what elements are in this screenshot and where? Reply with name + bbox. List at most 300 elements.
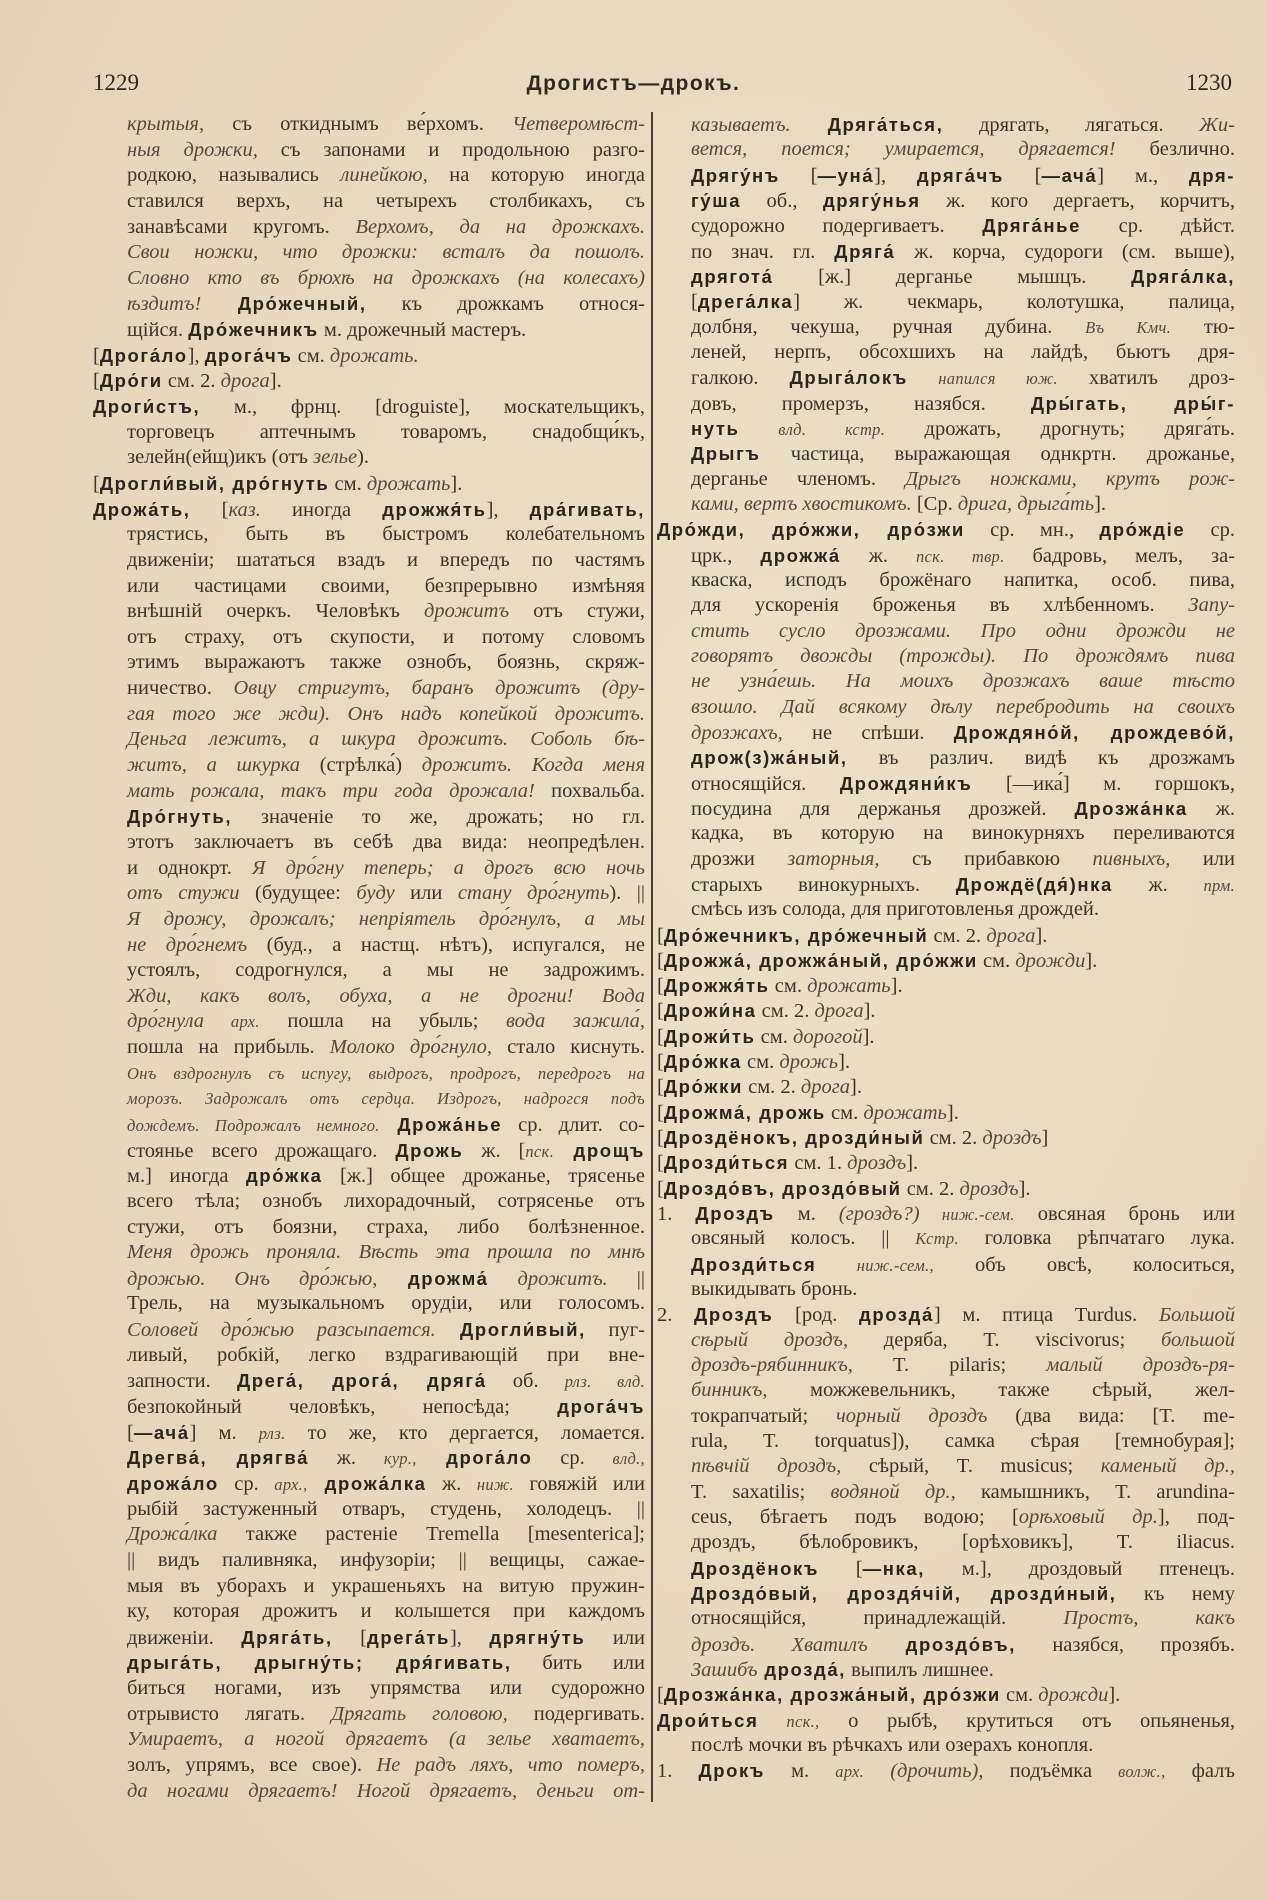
example-text: Овцу стригутъ, баранъ дрожитъ (дру- (233, 677, 645, 700)
definition-text: ]. (1085, 949, 1098, 972)
example-text: линейкою, (340, 164, 428, 187)
definition-text: см. (741, 1051, 780, 1074)
example-text: прм. (1203, 875, 1235, 895)
definition-text: ставился верхъ, на четырехъ столбикахъ, съ (127, 189, 645, 212)
definition-text: ). (357, 446, 370, 469)
text-line (657, 1252, 1235, 1277)
text-line (93, 984, 645, 1009)
text-line (657, 112, 1235, 137)
entry-head-line (93, 471, 645, 496)
text-line (93, 1189, 645, 1214)
definition-text: [ (657, 924, 664, 947)
text-line (93, 1394, 645, 1419)
headword: Дро́жечникъ, дро́жечный (663, 924, 929, 946)
definition-text: объ овсѣ, колоситься, (933, 1253, 1235, 1276)
example-text: кур., (383, 1449, 417, 1469)
example-text: Соловей дро́жью разсыпается. (127, 1319, 436, 1342)
example-text: волж., (1118, 1762, 1166, 1782)
example-text: рлз. (258, 1423, 286, 1443)
headword: Дрыга́локъ (789, 367, 908, 389)
text-line (93, 1779, 645, 1804)
text-line (93, 1368, 645, 1393)
headword: Дрога́ло (99, 344, 188, 366)
text-line (93, 1625, 645, 1650)
example-text: житъ, а шкурка (127, 754, 301, 777)
definition-text: 1. (657, 1203, 696, 1226)
headword: Дрождяно́й, дрождево́й, (953, 721, 1235, 743)
text-line (93, 1676, 645, 1701)
definition-text: стало киснуть. (492, 1036, 645, 1059)
definition-text: ceus, бѣгаетъ подъ водою; [ (691, 1506, 1019, 1529)
text-line (93, 753, 645, 778)
definition-text: м. дрожечный мастеръ. (318, 319, 527, 342)
definition-text: посудина для держанья дрозжей. (691, 797, 1075, 820)
definition-text: кадка, въ которую на винокурняхъ переливаются (691, 822, 1235, 845)
definition-text: на которую иногда (427, 164, 645, 187)
definition-text: галкою. (691, 367, 790, 390)
text-line (93, 1702, 645, 1727)
example-text: крытыя, (127, 113, 205, 135)
definition-text: ]. (269, 370, 282, 393)
entry-head-line (657, 1302, 1235, 1327)
definition-text: [ (819, 1557, 863, 1580)
definition-text: [Ср. (911, 492, 958, 515)
definition-text: старыхъ винокурныхъ. (691, 873, 956, 896)
example-text: дрога (986, 924, 1036, 947)
text-line (657, 1429, 1235, 1454)
definition-text: и однокрт. (127, 856, 253, 879)
example-text: дрожать (366, 472, 451, 495)
headword: дря- (1188, 164, 1236, 186)
text-line (93, 881, 645, 906)
headword: дрож(з)жа́ный, (691, 747, 848, 769)
definition-text: [—ика́] м. горшокъ, (972, 772, 1235, 795)
headword: Дряга́лка, (1131, 265, 1235, 287)
example-text: арх. (204, 1012, 260, 1032)
definition-text: фалъ (1165, 1760, 1236, 1783)
definition-text: [ж.] дерганье мышцъ. (773, 265, 1132, 288)
text-line (657, 669, 1235, 694)
example-text: Жи- (1199, 114, 1235, 136)
text-line (93, 1240, 645, 1265)
example-text: дрога (220, 370, 270, 393)
text-line (657, 492, 1235, 517)
definition-text: [ (190, 498, 229, 521)
headword: Дрыгъ (691, 443, 761, 465)
text-line (657, 771, 1235, 796)
entry-head-line (657, 1049, 1235, 1074)
example-text: малый дроздъ-ря- (1046, 1354, 1235, 1377)
headword: Дро́гнуть, (127, 806, 233, 828)
text-line (93, 317, 645, 342)
definition-text: [ (657, 975, 664, 998)
definition-text: щійся. (127, 319, 189, 342)
entry-head-line (657, 1201, 1235, 1226)
definition-text: дроздъ, бѣлобровикъ, [орѣховикъ], T. iliacus. (691, 1531, 1235, 1554)
text-line (93, 420, 645, 445)
definition-text: занавѣсами кругомъ. (127, 215, 356, 238)
entry-head-line (657, 1024, 1235, 1049)
example-text: дрога (800, 1076, 851, 1099)
definition-text: [ (93, 344, 100, 367)
page-number-left: 1229 (93, 70, 139, 95)
definition-text: внѣшній очеркъ. Человѣкъ (127, 600, 424, 623)
text-line (93, 1650, 645, 1675)
text-line (657, 644, 1235, 669)
example-text: каз. (228, 498, 261, 521)
page-number-right: 1230 (1186, 70, 1232, 95)
entry-head-line (93, 497, 645, 522)
example-text: ныя дрожки, (127, 138, 258, 161)
definition-text: овсяный колосъ. || (691, 1227, 916, 1250)
definition-text: [ (657, 1025, 664, 1048)
example-text: ѣздитъ! (127, 293, 202, 316)
definition-text: ж. (1187, 797, 1235, 820)
headword: Дрожь (395, 1139, 464, 1161)
definition-text: [ (779, 164, 818, 187)
definition-text: ж. кого дергаетъ, корчитъ, (920, 189, 1235, 212)
left-column (93, 112, 645, 1804)
text-line (657, 213, 1235, 238)
headword: Дры́гать, дры́г- (1030, 392, 1235, 414)
example-text: гая того же жди). Онъ надъ копейкой дрожитъ. (127, 702, 645, 725)
definition-text: (буд., а настщ. нѣтъ), испугался, не (247, 933, 646, 956)
text-line (657, 1657, 1235, 1682)
example-text: ниж.-сем., (816, 1255, 934, 1275)
text-line (93, 445, 645, 470)
definition-text: отъ страху, отъ скупости, и потому словомъ (127, 625, 645, 648)
definition-text: этотъ заключаетъ въ себѣ два вида: неопредѣлен. (127, 830, 645, 853)
text-line (93, 1497, 645, 1522)
example-text: дрожди (1038, 1684, 1109, 1707)
example-text: дрозжахъ, (691, 721, 783, 744)
example-text: Молоко дро́гнуло, (329, 1036, 493, 1059)
definition-text: rula, T. torquatus]), самка сѣрая [темнобурая]; (691, 1430, 1235, 1453)
definition-text: съ откиднымъ ве́рхомъ. (204, 113, 513, 135)
definition-text: движеніи; шататься взадъ и впередъ по частямъ (127, 548, 645, 571)
text-line (657, 391, 1235, 416)
example-text: дрожью. Онъ дро́жью, (127, 1267, 378, 1290)
text-line (93, 1420, 645, 1445)
definition-text: ] м., (1097, 164, 1189, 187)
headword: Дряга́нье (982, 215, 1081, 237)
definition-text: или (394, 882, 458, 905)
text-line (93, 779, 645, 804)
definition-text: м.] иногда (127, 1165, 246, 1188)
entry-head-line (93, 394, 645, 419)
definition-text: относящійся, принадлежащій. (691, 1607, 1064, 1630)
definition-text: съ запонами и продольною разго- (257, 138, 645, 161)
definition-text: подергивать. (507, 1702, 645, 1725)
definition-text: бадровь, мелъ, за- (1004, 544, 1235, 567)
headword: гу́ша (691, 189, 742, 211)
example-text: (дрочить), (864, 1760, 984, 1783)
definition-text: съ прибавкою (879, 847, 1093, 870)
definition-text: рыбій застуженный отваръ, студень, холодецъ. || (127, 1497, 645, 1520)
definition-text: ]. (1018, 1177, 1031, 1200)
definition-text: об., (741, 189, 823, 212)
definition-text: въ различ. видѣ къ дрозжамъ (847, 747, 1235, 770)
text-line (657, 1556, 1235, 1581)
headword: дрожма́ (377, 1267, 489, 1289)
text-line (657, 1632, 1235, 1657)
definition-text: ], (449, 1626, 490, 1649)
text-line (657, 289, 1235, 314)
text-line (657, 568, 1235, 593)
example-text: арх., (274, 1474, 308, 1494)
example-text: Меня дрожь проняла. Вѣсть эта прошла по мнѣ (127, 1241, 645, 1264)
text-line (657, 137, 1235, 162)
text-line (657, 1226, 1235, 1251)
definition-text: движеніи. (127, 1626, 242, 1649)
definition-text: долбня, чекуша, ручная дубина. (691, 315, 1086, 338)
headword: Дрожа́нье (379, 1113, 503, 1135)
example-text: дождемъ. Подрожалъ немного. (127, 1115, 380, 1135)
example-text: бинникъ, (691, 1379, 768, 1402)
example-text: дрожать. (329, 344, 419, 367)
text-line (93, 1522, 645, 1547)
definition-text: выпилъ лишнее. (846, 1659, 994, 1682)
text-line (657, 847, 1235, 872)
entry-head-line (657, 1074, 1235, 1099)
example-text: Свои ножки, что дрожки: всталъ да пошолъ. (127, 241, 645, 264)
definition-text: [ (332, 1626, 367, 1649)
definition-text: зелейн(ейщ)икъ (отъ (127, 446, 314, 469)
definition-text: или (585, 1626, 646, 1649)
definition-text: стоянье всего дрожащаго. (127, 1139, 396, 1162)
example-text: дрожитъ. Когда меня (421, 754, 645, 777)
example-text: дро́гнула (127, 1010, 205, 1033)
headword: Дроздо́въ, дроздо́вый (663, 1177, 902, 1199)
definition-text: овсяная бронь или (1014, 1203, 1236, 1226)
definition-text: ср. мн., (964, 519, 1100, 542)
definition-text: [ (1003, 164, 1042, 187)
definition-text: [ (657, 1152, 664, 1175)
example-text: морозъ. Задрожалъ отъ сердца. Издрогъ, надрогся подъ (127, 1089, 645, 1109)
definition-text: ср. (532, 1447, 613, 1470)
text-line (657, 695, 1235, 720)
headword: —ача́ (1041, 164, 1098, 186)
text-line (93, 933, 645, 958)
definition-text: ] м. птица Turdus. (933, 1304, 1159, 1327)
definition-text: ]. (450, 472, 463, 495)
text-line (657, 1530, 1235, 1555)
text-line (93, 856, 645, 881)
definition-text: или частицами своими, безпрерывно измѣняя (127, 574, 645, 597)
definition-text: Трель, на музыкальномъ орудіи, или голосомъ. (127, 1292, 645, 1315)
text-line (93, 1548, 645, 1573)
definition-text: || (607, 1267, 646, 1290)
example-text: дорогой (792, 1025, 863, 1048)
text-line (657, 1277, 1235, 1302)
text-line (93, 266, 645, 291)
example-text: Въ Кмч. (1085, 317, 1172, 337)
definition-text: устоялъ, содрогнулся, а мы не задрожимъ. (127, 959, 645, 982)
text-line (93, 189, 645, 214)
example-text: рлз. влд. (564, 1372, 646, 1392)
definition-text: дрозжи (691, 847, 788, 870)
definition-text: стужи, отъ боязни, страха, либо болѣзненное. (127, 1215, 645, 1238)
entry-head-line (657, 1125, 1235, 1150)
example-text: заторныя, (787, 847, 880, 870)
example-text: ниж. (476, 1474, 514, 1494)
definition-text: безлично. (1115, 138, 1235, 161)
definition-text: то же, кто дергается, ломается. (285, 1421, 645, 1444)
example-text: (гроздъ?) (838, 1203, 920, 1226)
definition-text: м. (774, 1203, 839, 1226)
definition-text: дрягать, лягаться. (943, 114, 1200, 136)
example-text: стану дро́гнуть (457, 882, 610, 905)
headword: Дрождяни́къ (839, 772, 973, 794)
definition-text: ср. дѣйст. (1080, 215, 1235, 238)
definition-text: см. (292, 344, 330, 367)
entry-head-line (657, 923, 1235, 948)
entry-head-line (657, 1708, 1235, 1733)
headword: Дроздъ (695, 1203, 775, 1225)
text-line (93, 599, 645, 624)
definition-text: относящійся. (691, 772, 840, 795)
entry-head-line (657, 1100, 1235, 1125)
example-text: Я дрожу, дрожалъ; непріятель дро́гнулъ, а мы (127, 907, 645, 930)
example-text: орѣховый др. (1018, 1506, 1158, 1529)
example-text: Запу- (1188, 594, 1235, 617)
definition-text: судорожно подергиваетъ. (691, 215, 983, 238)
text-line (93, 1112, 645, 1137)
example-text: Верхомъ, да на дрожкахъ. (355, 215, 645, 238)
definition-text: подъёмка (983, 1760, 1119, 1783)
entry-head-line (657, 973, 1235, 998)
right-column (657, 112, 1235, 1784)
definition-text: пошла на прибыль. (127, 1036, 330, 1059)
text-line (657, 163, 1235, 188)
text-line (93, 1471, 645, 1496)
definition-text: также растеніе Tremella [mesenterica]; (217, 1523, 645, 1546)
definition-text: 2. (657, 1304, 695, 1327)
text-line (93, 574, 645, 599)
headword: Дрои́ться (657, 1709, 759, 1731)
definition-text: ] ж. чекмарь, колотушка, палица, (793, 291, 1235, 314)
definition-text: отъ стужи, (509, 600, 645, 623)
headword: Дро́жка (663, 1051, 742, 1073)
definition-text: [ (691, 291, 698, 314)
text-line (93, 1035, 645, 1060)
definition-text: 1. (657, 1760, 699, 1783)
definition-text: [ (657, 1000, 664, 1023)
text-line (93, 702, 645, 727)
headword: Дрягу́нъ (691, 164, 780, 186)
definition-text: похвальба. (534, 779, 645, 802)
example-text: ниж.-сем. (919, 1205, 1015, 1225)
text-line (657, 872, 1235, 897)
example-text: дрожди (1015, 949, 1086, 972)
text-line (93, 830, 645, 855)
example-text: дрожать (807, 975, 891, 998)
definition-text: послѣ мочки въ рѣчкахъ или озерахъ конопля. (691, 1734, 1094, 1756)
example-text: ками, вертъ хвостикомъ. (691, 492, 912, 515)
definition-text: см. 2. (924, 1127, 983, 1150)
headword: Дрожи́на (663, 1000, 757, 1022)
example-text: дрога (814, 1000, 864, 1023)
definition-text: об. (486, 1370, 565, 1393)
example-text: Дрожа́лка (127, 1523, 218, 1546)
headword: дрега́ть (367, 1626, 450, 1648)
text-line (93, 676, 645, 701)
text-line (657, 188, 1235, 213)
text-line (657, 264, 1235, 289)
entry-head-line (657, 948, 1235, 973)
text-line (93, 240, 645, 265)
definition-text: ж. [ (463, 1139, 526, 1162)
definition-text: ], (187, 344, 205, 367)
definition-text: золъ, упрямъ, все свое). (127, 1754, 377, 1776)
headword: Дроздёнокъ (691, 1557, 819, 1579)
headword: Дроздъ (694, 1304, 774, 1326)
definition-text: дерганье членомъ. (691, 467, 906, 490)
text-line (93, 1163, 645, 1188)
definition-text: ку, которая дрожитъ и колышется при каждомъ (127, 1600, 645, 1623)
example-text: большой (1160, 1328, 1235, 1351)
definition-text: выкидывать бронь. (691, 1278, 858, 1301)
text-line (93, 625, 645, 650)
definition-text: ж. корча, судороги (см. выше), (895, 240, 1235, 263)
definition-text: м.], дроздовый птенецъ. (925, 1557, 1235, 1580)
definition-text: кваска, исподъ брожёнаго напитка, особ. пива, (691, 568, 1235, 591)
text-line (657, 796, 1235, 821)
headword: Дрокъ (698, 1760, 765, 1782)
definition-text: м. (765, 1760, 836, 1783)
entry-head-line (657, 517, 1235, 542)
example-text: дроздъ (982, 1127, 1042, 1150)
example-text: дроздъ-рябинникъ, (691, 1354, 853, 1377)
definition-text: ср. (218, 1472, 275, 1495)
example-text: дроздъ (847, 1152, 907, 1175)
entry-head-line (657, 1758, 1235, 1783)
definition-text: ], (874, 164, 917, 187)
example-text: дрига, дрыга́ть (957, 492, 1095, 515)
text-line (657, 821, 1235, 846)
definition-text: [ (657, 949, 664, 972)
definition-text: мыя въ уборахъ и украшеньяхъ на витую пружин- (127, 1574, 645, 1597)
example-text: Словно кто въ брюхѣ на дрожкахъ (на колесахъ) (127, 266, 645, 289)
entry-head-line (657, 998, 1235, 1023)
headword: дрожжя́ть (382, 498, 487, 520)
headword: дрыга́ть, дрыгну́ть; дря́гивать, (127, 1652, 512, 1674)
example-text: дрожитъ. (488, 1267, 608, 1290)
example-text: Не радъ ляхъ, что померъ, (376, 1754, 645, 1776)
entry-head-line (93, 343, 645, 368)
headword: Дрозди́ться (691, 1253, 817, 1275)
definition-text: значеніе то же, дрожать; но гл. (232, 806, 645, 829)
definition-text: пуг- (585, 1319, 645, 1342)
headword: дроздо́въ, (867, 1633, 1016, 1655)
headword: Дрогли́вый, (435, 1319, 586, 1341)
definition-text: частица, выражающая однкртн. дрожанье, (760, 443, 1235, 466)
definition-text: [ж.] общее дрожанье, трясенье (322, 1165, 645, 1188)
definition-text: [ (657, 1684, 664, 1707)
definition-text: [ (657, 1076, 664, 1099)
headword: Дро́жди, дро́жжи, дро́зжи (657, 519, 965, 541)
text-line (93, 907, 645, 932)
example-text: да ногами дрягаетъ! Ногой дрягаетъ, деньги от- (127, 1779, 645, 1802)
running-head: Дрогистъ—дрокъ. (526, 72, 741, 95)
definition-text: ж. (840, 544, 916, 567)
example-text: зелье (313, 446, 358, 469)
example-text: отъ стужи (127, 882, 240, 905)
definition-text: ]. (946, 1101, 959, 1124)
definition-text: дрожать, дрогнуть; дряга́ть. (885, 417, 1235, 440)
example-text: Четверомѣст- (512, 113, 645, 135)
headword: дрега́лка (697, 291, 794, 313)
